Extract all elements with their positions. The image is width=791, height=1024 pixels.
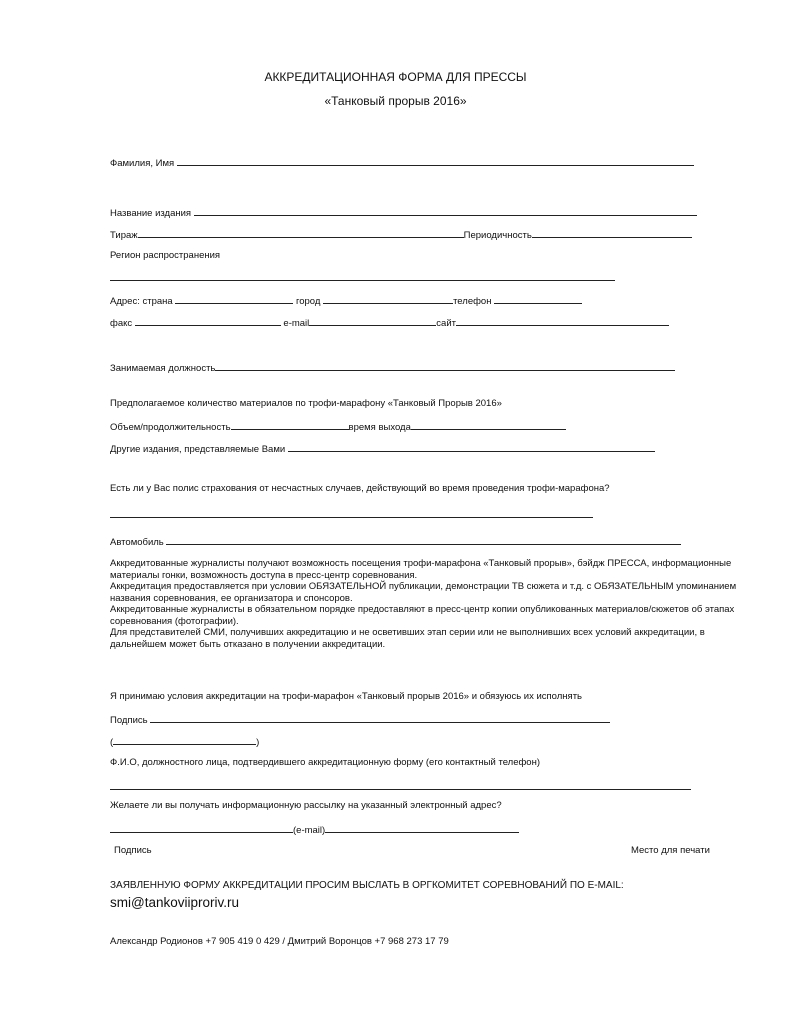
phone-field[interactable] bbox=[494, 294, 582, 304]
release-time-label: время выхода bbox=[348, 422, 411, 433]
fax-field[interactable] bbox=[135, 316, 281, 326]
country-field[interactable] bbox=[175, 294, 293, 304]
city-field[interactable] bbox=[323, 294, 453, 304]
other-publications-row bbox=[110, 442, 655, 455]
position-field[interactable] bbox=[215, 361, 675, 371]
fax-label: факс bbox=[110, 318, 133, 329]
confirmer-field[interactable] bbox=[110, 789, 691, 790]
name-paren-row bbox=[110, 735, 259, 748]
publication-field[interactable] bbox=[194, 206, 697, 216]
volume-row bbox=[110, 420, 566, 433]
car-field[interactable] bbox=[166, 535, 681, 545]
terms-block bbox=[110, 558, 740, 650]
signature-label: Подпись bbox=[110, 715, 148, 726]
terms-paragraph: Аккредитованные журналисты получают возможность посещения трофи-марафона «Танковый прорыв», бэйдж ПРЕССА, информационные материалы гонки, возможность доступа в пресс-центр соревнования. bbox=[110, 558, 732, 581]
name-label: Фамилия, Имя bbox=[110, 158, 175, 169]
site-field[interactable] bbox=[456, 316, 669, 326]
form-title: АККРЕДИТАЦИОННАЯ ФОРМА ДЛЯ ПРЕССЫ bbox=[264, 70, 527, 84]
newsletter-label: Желаете ли вы получать информационную рассылку на указанный электронный адрес? bbox=[110, 800, 502, 811]
signatory-name-field[interactable] bbox=[113, 735, 256, 745]
signature-field[interactable] bbox=[150, 713, 610, 723]
circulation-field[interactable] bbox=[138, 228, 464, 238]
terms-paragraph: Для представителей СМИ, получивших аккредитацию и не осветивших этап серии или не выполнивших всех условий аккредитации, в дальнейшем может быть отказано в получении аккредитации. bbox=[110, 627, 705, 650]
terms-paragraph: Аккредитованные журналисты в обязательном порядке предоставляют в пресс-центр копии опубликованных материалов/сюжетов об этапах соревнования (фотографии). bbox=[110, 604, 735, 627]
phone-label: телефон bbox=[453, 296, 492, 307]
footer-contacts: Александр Родионов +7 905 419 0 429 / Дмитрий Воронцов +7 968 273 17 79 bbox=[110, 936, 449, 947]
newsletter-email-label: (e-mail) bbox=[293, 825, 326, 836]
volume-field[interactable] bbox=[231, 420, 349, 430]
insurance-label: Есть ли у Вас полис страхования от несчастных случаев, действующий во время проведения трофи-марафона? bbox=[110, 483, 610, 494]
publication-label: Название издания bbox=[110, 208, 192, 219]
city-label: город bbox=[295, 296, 321, 307]
newsletter-email-row bbox=[110, 823, 519, 836]
terms-paragraph: Аккредитация предоставляется при условии ОБЯЗАТЕЛЬНОЙ публикации, демонстрации ТВ сюжета и т.д. с ОБЯЗАТЕЛЬНЫМ упоминанием названия соревнования, ее организатора и спонсоров. bbox=[110, 581, 737, 604]
circulation-row bbox=[110, 228, 692, 241]
email-label: e-mail bbox=[283, 318, 310, 329]
contacts-row bbox=[110, 316, 669, 329]
other-publications-label: Другие издания, представляемые Вами bbox=[110, 444, 286, 455]
position-row bbox=[110, 361, 675, 374]
address-row bbox=[110, 294, 582, 307]
publication-row bbox=[110, 206, 697, 219]
footer-email[interactable]: smi@tankoviiproriv.ru bbox=[110, 895, 239, 910]
name-field[interactable] bbox=[177, 156, 694, 166]
email-field[interactable] bbox=[309, 316, 436, 326]
other-publications-field[interactable] bbox=[288, 442, 655, 452]
newsletter-email-field-right[interactable] bbox=[325, 823, 519, 833]
position-label: Занимаемая должность bbox=[110, 363, 216, 374]
materials-label: Предполагаемое количество материалов по трофи-марафону «Танковый Прорыв 2016» bbox=[110, 398, 502, 409]
region-label: Регион распространения bbox=[110, 250, 221, 261]
circulation-label: Тираж bbox=[110, 230, 138, 241]
form-subtitle: «Танковый прорыв 2016» bbox=[324, 94, 467, 108]
accept-text: Я принимаю условия аккредитации на трофи-марафон «Танковый прорыв 2016» и обязуюсь их исполнять bbox=[110, 691, 582, 702]
stamp-label: Место для печати bbox=[631, 845, 710, 856]
insurance-field[interactable] bbox=[110, 517, 593, 518]
volume-label: Объем/продолжительность bbox=[110, 422, 231, 433]
confirmer-label: Ф.И.О, должностного лица, подтвердившего аккредитационную форму (его контактный телефон) bbox=[110, 757, 541, 768]
footer-request: ЗАЯВЛЕННУЮ ФОРМУ АККРЕДИТАЦИИ ПРОСИМ ВЫСЛАТЬ В ОРГКОМИТЕТ СОРЕВНОВАНИЙ ПО E-MAIL: bbox=[110, 880, 624, 891]
car-label: Автомобиль bbox=[110, 537, 164, 548]
newsletter-email-field-left[interactable] bbox=[110, 823, 293, 833]
signature2-label: Подпись bbox=[114, 845, 152, 856]
periodicity-field[interactable] bbox=[532, 228, 692, 238]
paren-open: ( bbox=[110, 737, 114, 748]
signature-row bbox=[110, 713, 610, 726]
car-row bbox=[110, 535, 681, 548]
name-row bbox=[110, 156, 694, 169]
periodicity-label: Периодичность bbox=[463, 230, 532, 241]
country-label: Адрес: страна bbox=[110, 296, 173, 307]
release-time-field[interactable] bbox=[411, 420, 566, 430]
region-field[interactable] bbox=[110, 280, 615, 281]
site-label: сайт bbox=[436, 318, 456, 329]
paren-close: ) bbox=[256, 737, 260, 748]
